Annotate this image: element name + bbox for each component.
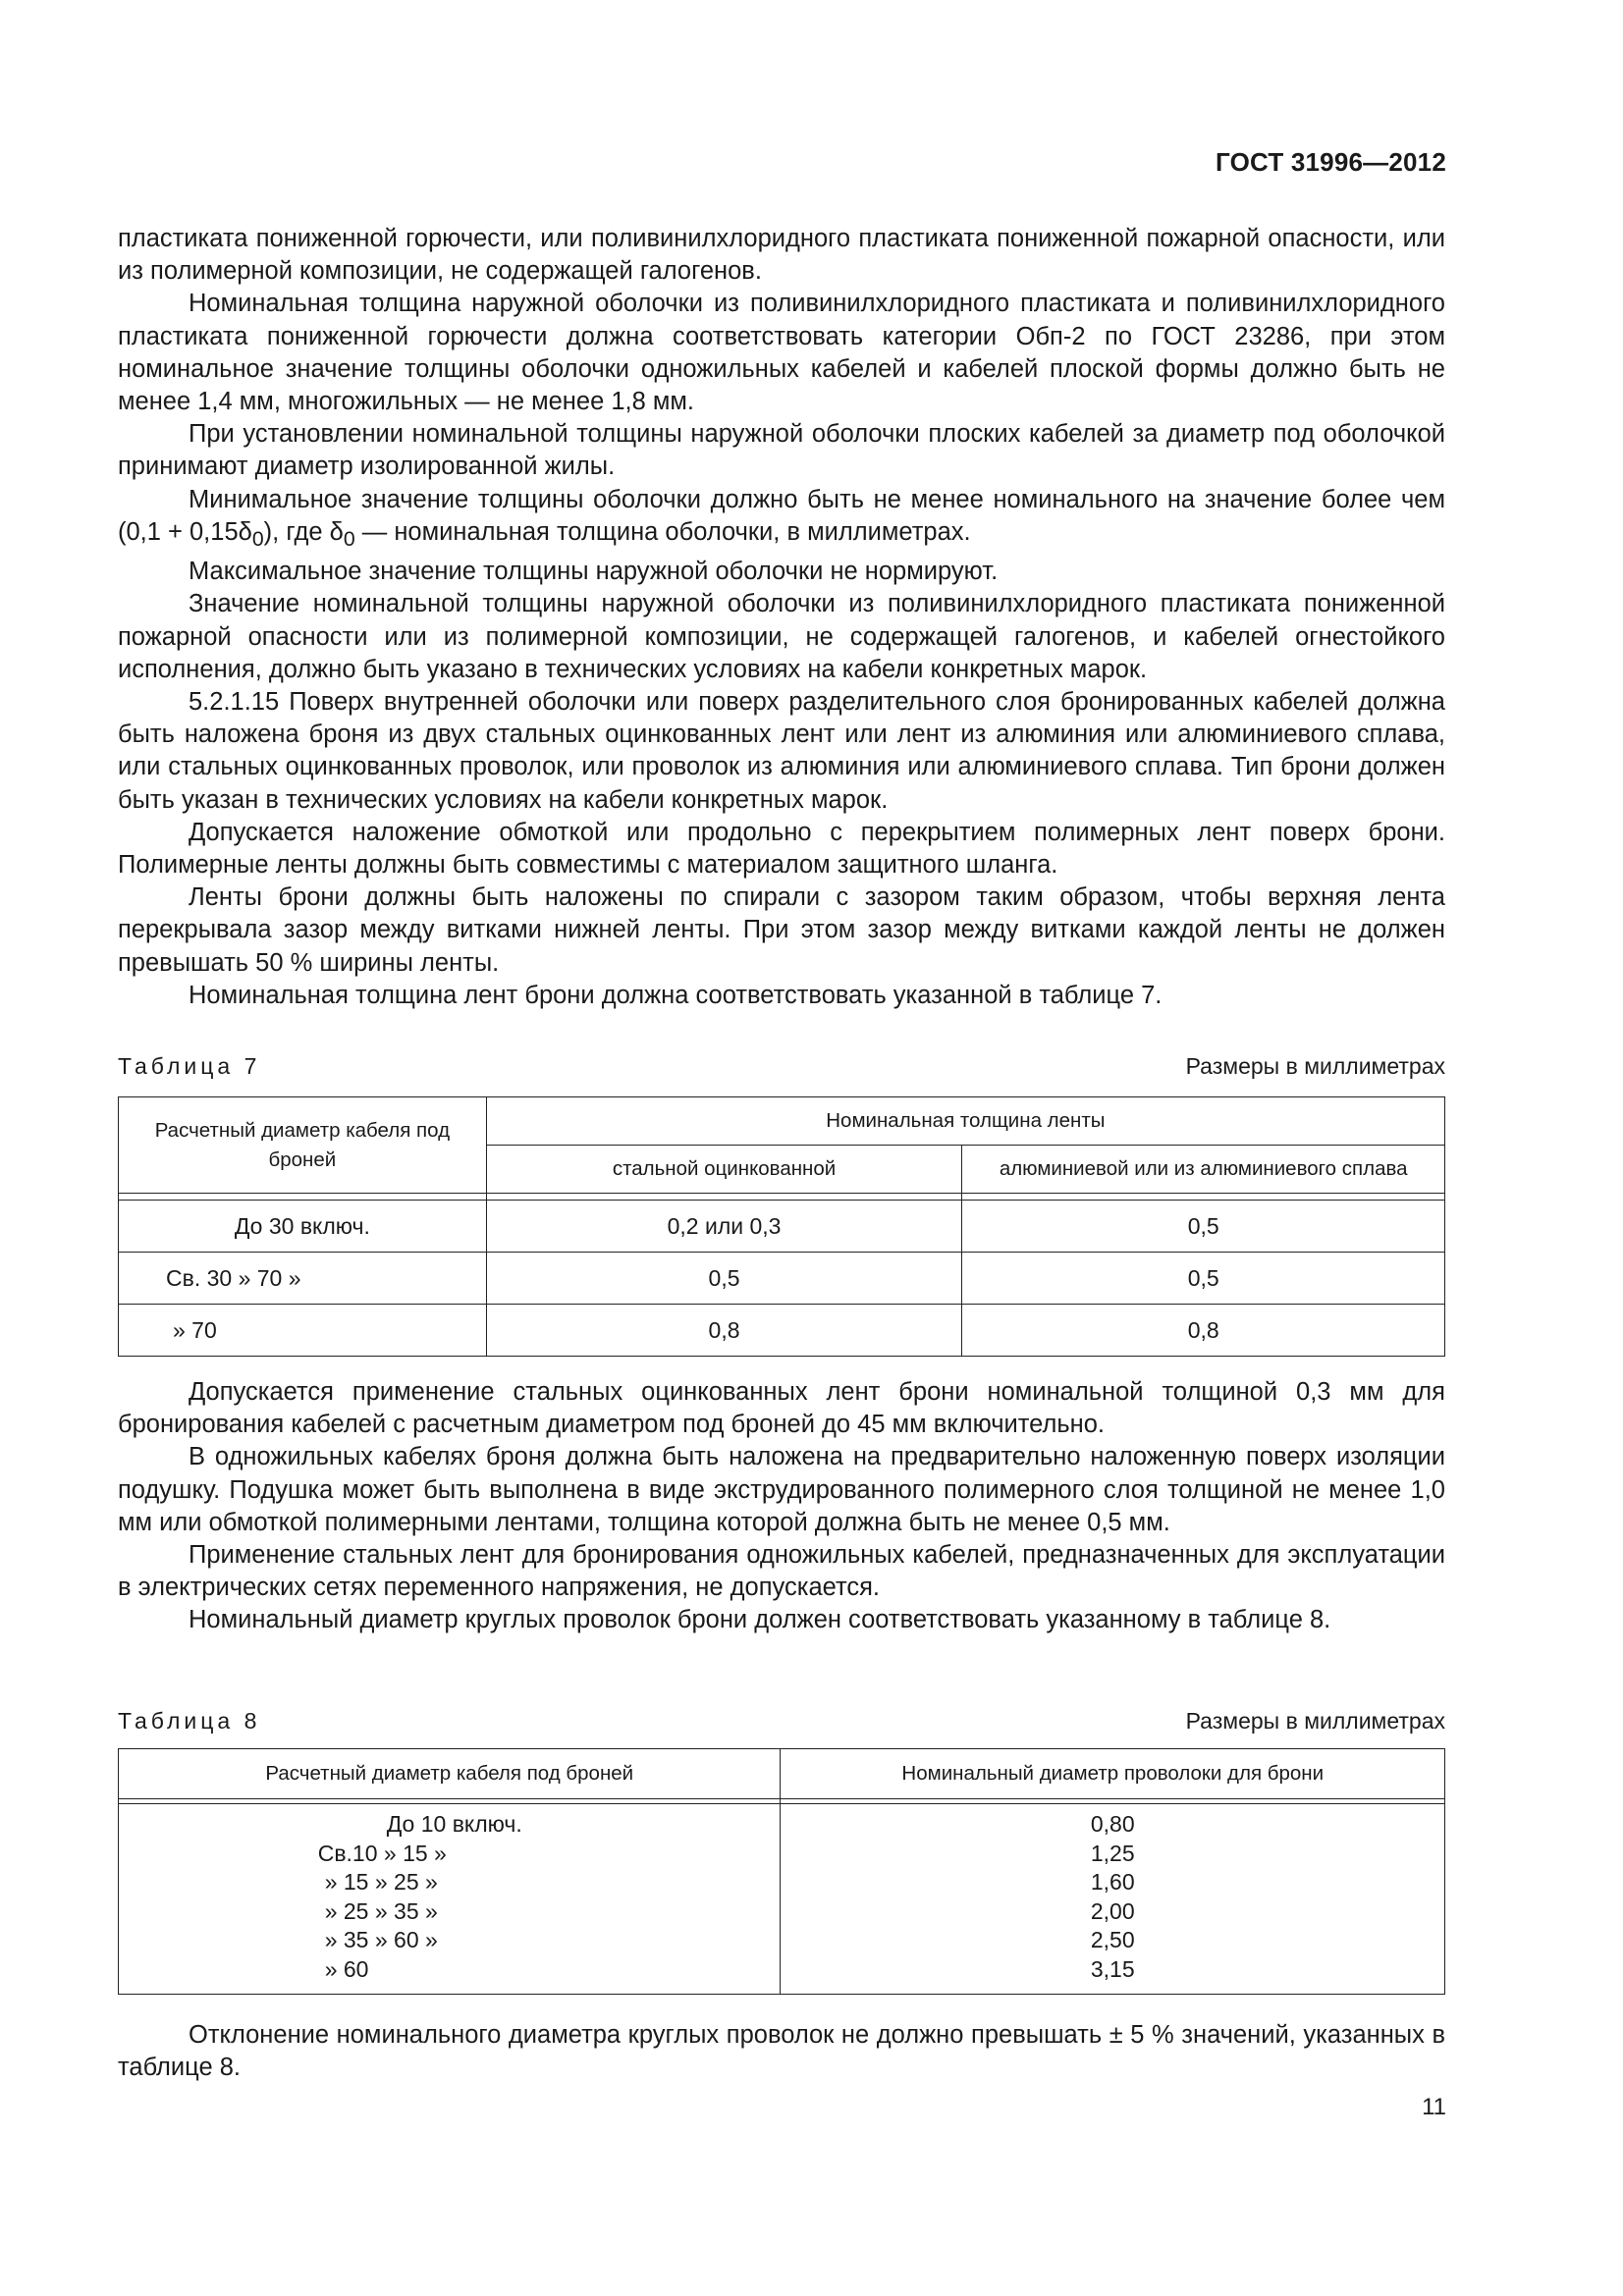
formula-text: Минимальное значение толщины оболочки должно быть не менее номинального на значение более чем (0,1 + 0,15δ — [118, 485, 1445, 546]
list-item: 1,25 — [1090, 1840, 1135, 1866]
paragraph: Максимальное значение толщины наружной оболочки не нормируют. — [189, 558, 999, 586]
page-number: 11 — [1422, 2094, 1446, 2120]
list-item: » 15 » 25 » — [324, 1869, 438, 1895]
text-block-final — [118, 2019, 1445, 2084]
table-row — [119, 1804, 1445, 1995]
table8-caption: Таблица 8 — [118, 1708, 261, 1734]
table7-cell-steel: 0,8 — [486, 1305, 962, 1357]
paragraph: 5.2.1.15 Поверх внутренней оболочки или поверх разделительного слоя бронированных кабелей должна быть наложена броня из двух стальных оцинкованных лент или лент из алюминия или алюминиевого сплава, или стальных оцинкованных проволок, или проволок из алюминия или алюминиевого сплава. Тип брони должен быть указан в технических условиях на кабели конкретных марок. — [118, 687, 1445, 814]
formula-text: — номинальная толщина оболочки, в миллиметрах. — [354, 517, 971, 546]
paragraph: Значение номинальной толщины наружной оболочки из поливинилхлоридного пластиката пониженной пожарной опасности или из полимерной композиции, не содержащей галогенов, и кабелей огнестойкого исполнения, должно быть указано в технических условиях на кабели конкретных марок. — [118, 590, 1445, 683]
list-item: » 25 » 35 » — [324, 1897, 438, 1924]
list-item: 2,00 — [1090, 1897, 1135, 1924]
table7-cell-diameter: Св. 30 » 70 » — [119, 1253, 487, 1305]
paragraph: В одножильных кабелях броня должна быть наложена на предварительно наложенную поверх изоляции подушку. Подушка может быть выполнена в виде экструдированного полимерного слоя толщиной не менее 1,0 мм или обмоткой полимерными лентами, толщина которой должна быть не менее 0,5 мм. — [118, 1443, 1445, 1536]
paragraph: Номинальная толщина лент брони должна соответствовать указанной в таблице 7. — [189, 981, 1163, 1009]
table-row — [119, 1253, 1445, 1305]
paragraph: Допускается наложение обмоткой или продольно с перекрытием полимерных лент поверх брони. Полимерные ленты должны быть совместимы с материалом защитного шланга. — [118, 818, 1445, 879]
table7-cell-steel: 0,2 или 0,3 — [486, 1201, 962, 1253]
text-block-top — [118, 223, 1445, 1012]
table8-caption-row — [118, 1708, 1445, 1735]
table8-diameter-list — [318, 1810, 522, 1984]
table8-diameter-cell — [119, 1804, 781, 1995]
table7-cell-diameter: » 70 — [119, 1305, 487, 1357]
table7-cell-steel: 0,5 — [486, 1253, 962, 1305]
paragraph: Допускается применение стальных оцинкованных лент брони номинальной толщиной 0,3 мм для бронирования кабелей с расчетным диаметром под броней до 45 мм включительно. — [118, 1378, 1445, 1439]
formula-text: ), где δ — [263, 517, 344, 546]
table7-col1-header: Расчетный диаметр кабеля под броней — [119, 1097, 487, 1194]
table7-cell-aluminium: 0,5 — [962, 1253, 1445, 1305]
table7-cell-diameter: До 30 включ. — [119, 1201, 487, 1253]
subscript: 0 — [343, 526, 355, 551]
paragraph: Номинальный диаметр круглых проволок брони должен соответствовать указанному в таблице 8. — [189, 1606, 1331, 1634]
list-item: » 60 — [324, 1955, 369, 1982]
list-item: 0,80 — [1090, 1811, 1135, 1837]
table-8 — [118, 1748, 1445, 1995]
paragraph: Ленты брони должны быть наложены по спирали с зазором таким образом, чтобы верхняя лента перекрывала зазор между витками нижней ленты. При этом зазор между витками каждой ленты не должен превышать 50 % ширины ленты. — [118, 883, 1445, 977]
list-item: » 35 » 60 » — [324, 1927, 438, 1952]
table8-units: Размеры в миллиметрах — [1185, 1708, 1445, 1734]
paragraph: Отклонение номинального диаметра круглых проволок не должно превышать ± 5 % значений, указанных в таблице 8. — [118, 2021, 1445, 2082]
list-item: До 10 включ. — [386, 1811, 522, 1837]
table7-caption: Таблица 7 — [118, 1053, 261, 1079]
table-row — [119, 1201, 1445, 1253]
table-row — [119, 1305, 1445, 1357]
paragraph: пластиката пониженной горючести, или поливинилхлоридного пластиката пониженной пожарной опасности, или из полимерной композиции, не содержащей галогенов. — [118, 225, 1445, 286]
paragraph: Номинальная толщина наружной оболочки из поливинилхлоридного пластиката и поливинилхлоридного пластиката пониженной горючести должна соответствовать категории Обп-2 по ГОСТ 23286, при этом номинальное значение толщины оболочки одножильных кабелей и кабелей плоской формы должно быть не менее 1,4 мм, многожильных — не менее 1,8 мм. — [118, 290, 1445, 416]
paragraph: Применение стальных лент для бронирования одножильных кабелей, предназначенных для эксплуатации в электрических сетях переменного напряжения, не допускается. — [118, 1541, 1445, 1602]
table7-cell-aluminium: 0,8 — [962, 1305, 1445, 1357]
document-header: ГОСТ 31996—2012 — [1216, 147, 1446, 177]
table7-caption-row — [118, 1053, 1445, 1080]
table8-col2-header: Номинальный диаметр проволоки для брони — [781, 1749, 1445, 1799]
table7-col2-header: стальной оцинкованной — [486, 1146, 962, 1194]
table7-units: Размеры в миллиметрах — [1185, 1053, 1445, 1079]
subscript: 0 — [251, 526, 264, 551]
formula-paragraph — [118, 484, 1445, 557]
table8-col1-header: Расчетный диаметр кабеля под броней — [119, 1749, 781, 1799]
list-item: 2,50 — [1090, 1927, 1135, 1952]
text-block-after-table7 — [118, 1376, 1445, 1637]
table7-group-header: Номинальная толщина ленты — [486, 1097, 1444, 1146]
table7-col3-header: алюминиевой или из алюминиевого сплава — [962, 1146, 1445, 1194]
list-item: Св.10 » 15 » — [317, 1840, 447, 1866]
table-7 — [118, 1096, 1445, 1357]
list-item: 1,60 — [1090, 1869, 1135, 1895]
table7-cell-aluminium: 0,5 — [962, 1201, 1445, 1253]
table8-wire-cell — [781, 1804, 1445, 1995]
paragraph: При установлении номинальной толщины наружной оболочки плоских кабелей за диаметр под оболочкой принимают диаметр изолированной жилы. — [118, 420, 1445, 481]
list-item: 3,15 — [1090, 1955, 1135, 1982]
